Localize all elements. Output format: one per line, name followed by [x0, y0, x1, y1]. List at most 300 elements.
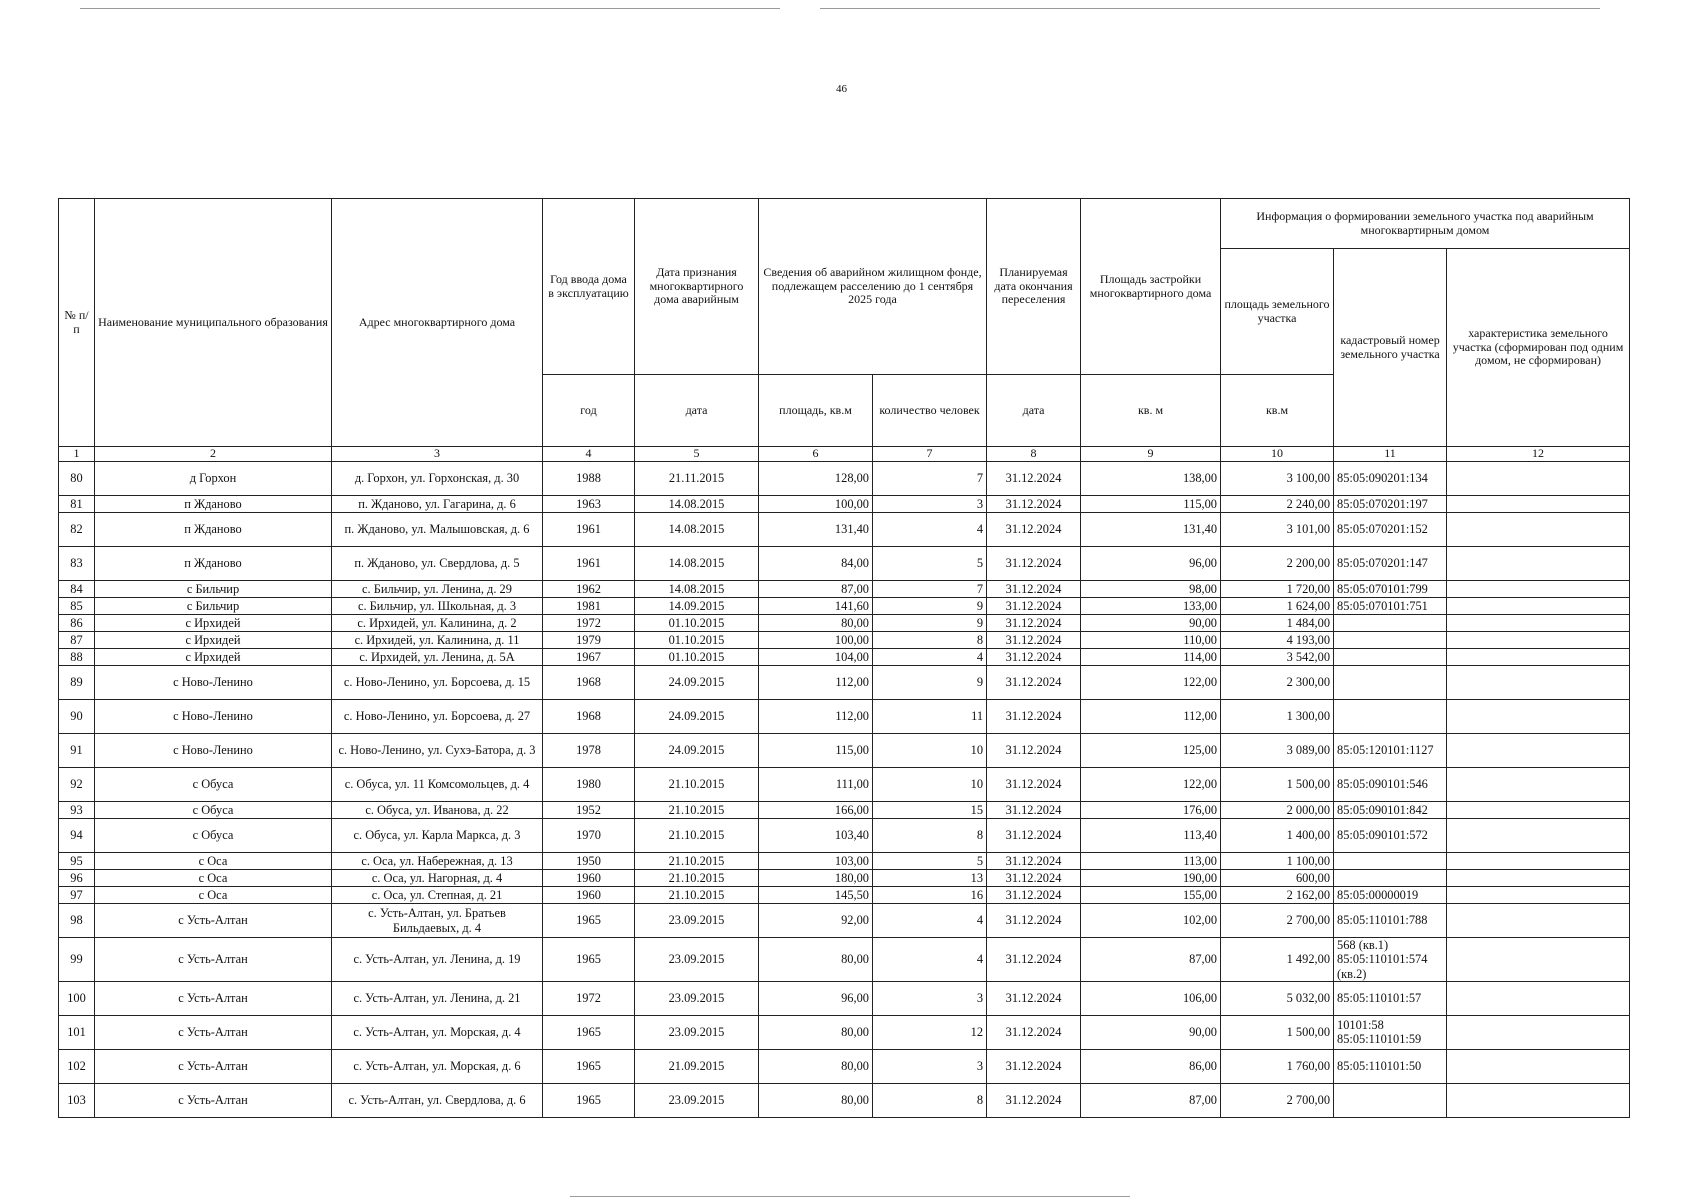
municipality-cell: с Ново-Ленино [95, 734, 332, 768]
area-cell: 80,00 [759, 938, 873, 982]
address-cell: с. Бильчир, ул. Школьная, д. 3 [332, 598, 543, 615]
area-cell: 166,00 [759, 802, 873, 819]
municipality-cell: с Усть-Алтан [95, 938, 332, 982]
land-area-cell: 1 624,00 [1221, 598, 1334, 615]
area-cell: 112,00 [759, 666, 873, 700]
table-row [59, 768, 1630, 802]
municipality-cell: с Усть-Алтан [95, 1015, 332, 1049]
land-area-cell: 3 101,00 [1221, 513, 1334, 547]
table-row [59, 666, 1630, 700]
cadastral-cell: 85:05:070201:152 [1334, 513, 1447, 547]
row-number: 83 [59, 547, 95, 581]
address-cell: с. Обуса, ул. Иванова, д. 22 [332, 802, 543, 819]
land-area-cell: 1 720,00 [1221, 581, 1334, 598]
land-char-cell [1447, 887, 1630, 904]
cadastral-cell: 85:05:00000019 [1334, 887, 1447, 904]
year-cell: 1965 [543, 904, 635, 938]
area-cell: 100,00 [759, 632, 873, 649]
year-cell: 1968 [543, 666, 635, 700]
land-char-cell [1447, 981, 1630, 1015]
land-area-cell: 1 400,00 [1221, 819, 1334, 853]
end-date-cell: 31.12.2024 [987, 1015, 1081, 1049]
area-cell: 80,00 [759, 1083, 873, 1117]
year-cell: 1970 [543, 819, 635, 853]
municipality-cell: с Ирхидей [95, 649, 332, 666]
header-building-area: Площадь застройки многоквартирного дома [1081, 199, 1221, 375]
address-cell: с. Бильчир, ул. Ленина, д. 29 [332, 581, 543, 598]
row-number: 95 [59, 853, 95, 870]
table-row [59, 1049, 1630, 1083]
row-number: 92 [59, 768, 95, 802]
scan-artifact-line [820, 8, 1600, 9]
people-cell: 8 [873, 819, 987, 853]
end-date-cell: 31.12.2024 [987, 904, 1081, 938]
year-cell: 1965 [543, 1015, 635, 1049]
year-cell: 1962 [543, 581, 635, 598]
row-number: 90 [59, 700, 95, 734]
end-date-cell: 31.12.2024 [987, 462, 1081, 496]
municipality-cell: с Усть-Алтан [95, 981, 332, 1015]
land-area-cell: 4 193,00 [1221, 632, 1334, 649]
date-cell: 21.10.2015 [635, 853, 759, 870]
end-date-cell: 31.12.2024 [987, 649, 1081, 666]
address-cell: с. Ново-Ленино, ул. Борсоева, д. 27 [332, 700, 543, 734]
end-date-cell: 31.12.2024 [987, 981, 1081, 1015]
address-cell: с. Усть-Алтан, ул. Ленина, д. 19 [332, 938, 543, 982]
end-date-cell: 31.12.2024 [987, 700, 1081, 734]
land-area-cell: 2 240,00 [1221, 496, 1334, 513]
unit-kvm2: кв.м [1221, 375, 1334, 447]
people-cell: 11 [873, 700, 987, 734]
cadastral-cell [1334, 853, 1447, 870]
municipality-cell: с Бильчир [95, 581, 332, 598]
table-row [59, 700, 1630, 734]
municipality-cell: д Горхон [95, 462, 332, 496]
end-date-cell: 31.12.2024 [987, 734, 1081, 768]
municipality-cell: с Оса [95, 853, 332, 870]
cadastral-cell: 85:05:120101:1127 [1334, 734, 1447, 768]
building-area-cell: 86,00 [1081, 1049, 1221, 1083]
municipality-cell: с Бильчир [95, 598, 332, 615]
address-cell: п. Ждановo, ул. Свердлова, д. 5 [332, 547, 543, 581]
cadastral-cell [1334, 649, 1447, 666]
building-area-cell: 106,00 [1081, 981, 1221, 1015]
area-cell: 145,50 [759, 887, 873, 904]
building-area-cell: 87,00 [1081, 1083, 1221, 1117]
row-number: 85 [59, 598, 95, 615]
building-area-cell: 102,00 [1081, 904, 1221, 938]
unit-area: площадь, кв.м [759, 375, 873, 447]
cadastral-cell: 85:05:070101:751 [1334, 598, 1447, 615]
header-num: № п/п [59, 199, 95, 447]
building-area-cell: 96,00 [1081, 547, 1221, 581]
land-char-cell [1447, 496, 1630, 513]
table-row [59, 819, 1630, 853]
area-cell: 80,00 [759, 1049, 873, 1083]
date-cell: 21.10.2015 [635, 819, 759, 853]
address-cell: с. Усть-Алтан, ул. Ленина, д. 21 [332, 981, 543, 1015]
year-cell: 1961 [543, 513, 635, 547]
column-number: 4 [543, 447, 635, 462]
table-row [59, 853, 1630, 870]
cadastral-cell: 10101:58 85:05:110101:59 [1334, 1015, 1447, 1049]
municipality-cell: с Ново-Ленино [95, 700, 332, 734]
address-cell: с. Усть-Алтан, ул. Братьев Бильдаевых, д. 4 [332, 904, 543, 938]
table-row [59, 496, 1630, 513]
date-cell: 01.10.2015 [635, 649, 759, 666]
address-cell: с. Ново-Ленино, ул. Сухэ-Батора, д. 3 [332, 734, 543, 768]
address-cell: п. Ждановo, ул. Гагарина, д. 6 [332, 496, 543, 513]
year-cell: 1950 [543, 853, 635, 870]
people-cell: 4 [873, 649, 987, 666]
table-row [59, 581, 1630, 598]
land-area-cell: 1 500,00 [1221, 768, 1334, 802]
building-area-cell: 98,00 [1081, 581, 1221, 598]
area-cell: 80,00 [759, 615, 873, 632]
land-char-cell [1447, 547, 1630, 581]
land-char-cell [1447, 938, 1630, 982]
address-cell: с. Ирхидей, ул. Ленина, д. 5А [332, 649, 543, 666]
building-area-cell: 131,40 [1081, 513, 1221, 547]
people-cell: 7 [873, 581, 987, 598]
land-area-cell: 5 032,00 [1221, 981, 1334, 1015]
end-date-cell: 31.12.2024 [987, 666, 1081, 700]
end-date-cell: 31.12.2024 [987, 819, 1081, 853]
table-row [59, 734, 1630, 768]
date-cell: 23.09.2015 [635, 904, 759, 938]
year-cell: 1981 [543, 598, 635, 615]
area-cell: 84,00 [759, 547, 873, 581]
people-cell: 3 [873, 496, 987, 513]
date-cell: 23.09.2015 [635, 1015, 759, 1049]
row-number: 86 [59, 615, 95, 632]
date-cell: 23.09.2015 [635, 938, 759, 982]
year-cell: 1988 [543, 462, 635, 496]
cadastral-cell: 85:05:110101:50 [1334, 1049, 1447, 1083]
land-area-cell: 2 700,00 [1221, 904, 1334, 938]
date-cell: 14.09.2015 [635, 598, 759, 615]
building-area-cell: 190,00 [1081, 870, 1221, 887]
building-area-cell: 115,00 [1081, 496, 1221, 513]
year-cell: 1952 [543, 802, 635, 819]
municipality-cell: с Ирхидей [95, 632, 332, 649]
year-cell: 1963 [543, 496, 635, 513]
row-number: 94 [59, 819, 95, 853]
land-area-cell: 1 100,00 [1221, 853, 1334, 870]
year-cell: 1961 [543, 547, 635, 581]
end-date-cell: 31.12.2024 [987, 768, 1081, 802]
people-cell: 15 [873, 802, 987, 819]
land-char-cell [1447, 462, 1630, 496]
cadastral-cell: 85:05:110101:57 [1334, 981, 1447, 1015]
building-area-cell: 113,00 [1081, 853, 1221, 870]
row-number: 97 [59, 887, 95, 904]
cadastral-cell: 85:05:090101:546 [1334, 768, 1447, 802]
cadastral-cell: 85:05:090101:572 [1334, 819, 1447, 853]
address-cell: с. Оса, ул. Нагорная, д. 4 [332, 870, 543, 887]
land-area-cell: 600,00 [1221, 870, 1334, 887]
people-cell: 12 [873, 1015, 987, 1049]
cadastral-cell [1334, 615, 1447, 632]
unit-date: дата [635, 375, 759, 447]
date-cell: 01.10.2015 [635, 632, 759, 649]
table-row [59, 547, 1630, 581]
table-row [59, 802, 1630, 819]
year-cell: 1972 [543, 981, 635, 1015]
year-cell: 1965 [543, 1049, 635, 1083]
land-char-cell [1447, 802, 1630, 819]
column-number: 3 [332, 447, 543, 462]
area-cell: 111,00 [759, 768, 873, 802]
land-char-cell [1447, 734, 1630, 768]
land-area-cell: 1 500,00 [1221, 1015, 1334, 1049]
table-row [59, 598, 1630, 615]
land-area-cell: 3 089,00 [1221, 734, 1334, 768]
people-cell: 4 [873, 513, 987, 547]
building-area-cell: 122,00 [1081, 768, 1221, 802]
municipality-cell: с Ирхидей [95, 615, 332, 632]
land-area-cell: 3 100,00 [1221, 462, 1334, 496]
column-number: 9 [1081, 447, 1221, 462]
people-cell: 3 [873, 981, 987, 1015]
date-cell: 23.09.2015 [635, 1083, 759, 1117]
people-cell: 5 [873, 547, 987, 581]
area-cell: 141,60 [759, 598, 873, 615]
header-address: Адрес многоквартирного дома [332, 199, 543, 447]
land-char-cell [1447, 598, 1630, 615]
people-cell: 4 [873, 938, 987, 982]
area-cell: 80,00 [759, 1015, 873, 1049]
year-cell: 1960 [543, 887, 635, 904]
address-cell: с. Оса, ул. Степная, д. 21 [332, 887, 543, 904]
cadastral-cell [1334, 632, 1447, 649]
row-number: 81 [59, 496, 95, 513]
people-cell: 8 [873, 632, 987, 649]
building-area-cell: 114,00 [1081, 649, 1221, 666]
people-cell: 9 [873, 666, 987, 700]
land-char-cell [1447, 1015, 1630, 1049]
table-row [59, 462, 1630, 496]
scan-artifact-line [570, 1196, 1130, 1197]
row-number: 88 [59, 649, 95, 666]
year-cell: 1980 [543, 768, 635, 802]
column-number: 2 [95, 447, 332, 462]
land-char-cell [1447, 700, 1630, 734]
page-number: 46 [836, 83, 847, 95]
building-area-cell: 110,00 [1081, 632, 1221, 649]
land-char-cell [1447, 666, 1630, 700]
row-number: 99 [59, 938, 95, 982]
municipality-cell: с Усть-Алтан [95, 904, 332, 938]
end-date-cell: 31.12.2024 [987, 887, 1081, 904]
date-cell: 21.09.2015 [635, 1049, 759, 1083]
end-date-cell: 31.12.2024 [987, 1083, 1081, 1117]
row-number: 102 [59, 1049, 95, 1083]
address-cell: с. Обуса, ул. 11 Комсомольцев, д. 4 [332, 768, 543, 802]
address-cell: с. Ново-Ленино, ул. Борсоева, д. 15 [332, 666, 543, 700]
year-cell: 1965 [543, 938, 635, 982]
land-char-cell [1447, 819, 1630, 853]
column-number: 6 [759, 447, 873, 462]
land-char-cell [1447, 853, 1630, 870]
table-row [59, 615, 1630, 632]
cadastral-cell: 85:05:090101:842 [1334, 802, 1447, 819]
column-number: 11 [1334, 447, 1447, 462]
land-char-cell [1447, 904, 1630, 938]
unit-year: год [543, 375, 635, 447]
year-cell: 1972 [543, 615, 635, 632]
table-row [59, 981, 1630, 1015]
date-cell: 24.09.2015 [635, 666, 759, 700]
municipality-cell: с Оса [95, 870, 332, 887]
people-cell: 10 [873, 768, 987, 802]
row-number: 80 [59, 462, 95, 496]
date-cell: 21.10.2015 [635, 768, 759, 802]
column-number-row [59, 447, 1630, 462]
land-char-cell [1447, 768, 1630, 802]
table-row [59, 632, 1630, 649]
scan-artifact-line [80, 8, 780, 9]
year-cell: 1960 [543, 870, 635, 887]
land-char-cell [1447, 615, 1630, 632]
date-cell: 14.08.2015 [635, 547, 759, 581]
unit-people: количество человек [873, 375, 987, 447]
cadastral-cell: 85:05:070201:147 [1334, 547, 1447, 581]
area-cell: 96,00 [759, 981, 873, 1015]
land-char-cell [1447, 513, 1630, 547]
year-cell: 1968 [543, 700, 635, 734]
column-number: 7 [873, 447, 987, 462]
people-cell: 7 [873, 462, 987, 496]
building-area-cell: 133,00 [1081, 598, 1221, 615]
year-cell: 1967 [543, 649, 635, 666]
emergency-housing-table [58, 198, 1630, 1118]
row-number: 87 [59, 632, 95, 649]
column-number: 5 [635, 447, 759, 462]
header-municipality: Наименование муниципального образования [95, 199, 332, 447]
table-row [59, 904, 1630, 938]
year-cell: 1965 [543, 1083, 635, 1117]
table-row [59, 1083, 1630, 1117]
date-cell: 24.09.2015 [635, 700, 759, 734]
column-number: 12 [1447, 447, 1630, 462]
column-number: 1 [59, 447, 95, 462]
municipality-cell: с Усть-Алтан [95, 1083, 332, 1117]
area-cell: 87,00 [759, 581, 873, 598]
municipality-cell: с Ново-Ленино [95, 666, 332, 700]
end-date-cell: 31.12.2024 [987, 496, 1081, 513]
building-area-cell: 138,00 [1081, 462, 1221, 496]
building-area-cell: 113,40 [1081, 819, 1221, 853]
land-char-cell [1447, 632, 1630, 649]
unit-kvm: кв. м [1081, 375, 1221, 447]
date-cell: 21.11.2015 [635, 462, 759, 496]
building-area-cell: 122,00 [1081, 666, 1221, 700]
land-area-cell: 2 200,00 [1221, 547, 1334, 581]
area-cell: 115,00 [759, 734, 873, 768]
land-char-cell [1447, 649, 1630, 666]
land-char-cell [1447, 581, 1630, 598]
municipality-cell: с Усть-Алтан [95, 1049, 332, 1083]
year-cell: 1978 [543, 734, 635, 768]
header-planned-end: Планируемая дата окончания переселения [987, 199, 1081, 375]
date-cell: 23.09.2015 [635, 981, 759, 1015]
address-cell: п. Ждановo, ул. Малышовская, д. 6 [332, 513, 543, 547]
address-cell: с. Ирхидей, ул. Калинина, д. 11 [332, 632, 543, 649]
date-cell: 24.09.2015 [635, 734, 759, 768]
land-area-cell: 1 300,00 [1221, 700, 1334, 734]
land-area-cell: 2 700,00 [1221, 1083, 1334, 1117]
table-body [59, 462, 1630, 1118]
cadastral-cell [1334, 870, 1447, 887]
cadastral-cell: 85:05:070201:197 [1334, 496, 1447, 513]
building-area-cell: 125,00 [1081, 734, 1221, 768]
area-cell: 100,00 [759, 496, 873, 513]
date-cell: 14.08.2015 [635, 513, 759, 547]
row-number: 89 [59, 666, 95, 700]
header-year: Год ввода дома в эксплуатацию [543, 199, 635, 375]
municipality-cell: с Обуса [95, 802, 332, 819]
header-land-area: площадь земельного участка [1221, 249, 1334, 375]
table-row [59, 649, 1630, 666]
header-cadastral: кадастровый номер земельного участка [1334, 249, 1447, 447]
table-row [59, 938, 1630, 982]
row-number: 91 [59, 734, 95, 768]
end-date-cell: 31.12.2024 [987, 853, 1081, 870]
row-number: 103 [59, 1083, 95, 1117]
date-cell: 21.10.2015 [635, 887, 759, 904]
date-cell: 14.08.2015 [635, 581, 759, 598]
row-number: 82 [59, 513, 95, 547]
land-area-cell: 2 162,00 [1221, 887, 1334, 904]
municipality-cell: п Ждановo [95, 496, 332, 513]
column-number: 10 [1221, 447, 1334, 462]
cadastral-cell [1334, 700, 1447, 734]
row-number: 101 [59, 1015, 95, 1049]
building-area-cell: 176,00 [1081, 802, 1221, 819]
cadastral-cell [1334, 666, 1447, 700]
people-cell: 9 [873, 615, 987, 632]
end-date-cell: 31.12.2024 [987, 1049, 1081, 1083]
municipality-cell: п Ждановo [95, 547, 332, 581]
building-area-cell: 155,00 [1081, 887, 1221, 904]
row-number: 100 [59, 981, 95, 1015]
municipality-cell: с Оса [95, 887, 332, 904]
end-date-cell: 31.12.2024 [987, 547, 1081, 581]
area-cell: 128,00 [759, 462, 873, 496]
cadastral-cell [1334, 1083, 1447, 1117]
cadastral-cell: 85:05:090201:134 [1334, 462, 1447, 496]
address-cell: с. Усть-Алтан, ул. Морская, д. 4 [332, 1015, 543, 1049]
municipality-cell: п Ждановo [95, 513, 332, 547]
address-cell: с. Оса, ул. Набережная, д. 13 [332, 853, 543, 870]
address-cell: д. Горхон, ул. Горхонская, д. 30 [332, 462, 543, 496]
building-area-cell: 87,00 [1081, 938, 1221, 982]
building-area-cell: 112,00 [1081, 700, 1221, 734]
end-date-cell: 31.12.2024 [987, 870, 1081, 887]
area-cell: 103,00 [759, 853, 873, 870]
area-cell: 92,00 [759, 904, 873, 938]
table-row [59, 870, 1630, 887]
row-number: 93 [59, 802, 95, 819]
people-cell: 16 [873, 887, 987, 904]
date-cell: 01.10.2015 [635, 615, 759, 632]
land-area-cell: 1 760,00 [1221, 1049, 1334, 1083]
building-area-cell: 90,00 [1081, 615, 1221, 632]
end-date-cell: 31.12.2024 [987, 802, 1081, 819]
table-row [59, 887, 1630, 904]
address-cell: с. Обуса, ул. Карла Маркса, д. 3 [332, 819, 543, 853]
